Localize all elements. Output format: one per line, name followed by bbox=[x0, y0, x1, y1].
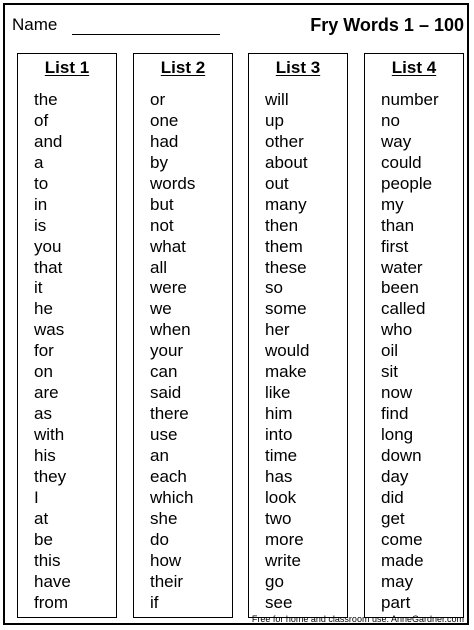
word-item: can bbox=[150, 362, 178, 382]
word-item: many bbox=[265, 194, 307, 214]
word-item: that bbox=[34, 257, 63, 277]
word-item: called bbox=[381, 299, 426, 319]
word-item: number bbox=[381, 90, 439, 109]
word-item: will bbox=[265, 90, 289, 109]
word-item: about bbox=[265, 152, 308, 172]
word-item: in bbox=[34, 194, 48, 214]
word-item: write bbox=[265, 550, 301, 570]
word-item: oil bbox=[381, 341, 399, 361]
list-heading: List 4 bbox=[391, 58, 437, 77]
word-item: what bbox=[150, 236, 186, 256]
word-item: out bbox=[265, 173, 289, 193]
list-heading: List 1 bbox=[44, 58, 90, 77]
word-item: water bbox=[381, 257, 423, 277]
word-item: go bbox=[265, 571, 284, 591]
word-item: there bbox=[150, 404, 189, 424]
word-item: from bbox=[34, 592, 68, 612]
word-item: look bbox=[265, 487, 297, 507]
word-item: were bbox=[150, 278, 187, 298]
list-column-3 bbox=[248, 53, 348, 618]
word-item: make bbox=[265, 362, 307, 382]
word-item: may bbox=[381, 571, 414, 591]
word-item: I bbox=[34, 487, 39, 507]
word-item: or bbox=[150, 90, 166, 109]
word-item: the bbox=[34, 90, 58, 109]
word-item: long bbox=[381, 425, 414, 444]
list-heading: List 3 bbox=[275, 58, 321, 77]
word-item: are bbox=[34, 383, 59, 403]
word-item: with bbox=[34, 425, 65, 444]
list-column-4 bbox=[364, 53, 464, 618]
word-item: it bbox=[34, 278, 43, 298]
word-item: their bbox=[150, 571, 184, 591]
word-item: sit bbox=[381, 362, 398, 382]
word-item: use bbox=[150, 425, 178, 444]
word-item: words bbox=[150, 173, 196, 193]
word-item: time bbox=[265, 445, 298, 465]
word-item: to bbox=[34, 173, 49, 193]
word-list bbox=[34, 90, 71, 613]
word-item: part bbox=[381, 592, 411, 612]
word-item: do bbox=[150, 529, 169, 549]
word-item: when bbox=[150, 320, 191, 340]
word-item: could bbox=[381, 152, 422, 172]
worksheet-title: Fry Words 1 – 100 bbox=[310, 15, 464, 35]
word-item: on bbox=[34, 362, 53, 382]
word-item: up bbox=[265, 110, 284, 130]
word-item: she bbox=[150, 508, 178, 528]
word-item: people bbox=[381, 173, 433, 193]
word-item: which bbox=[150, 487, 194, 507]
word-list bbox=[150, 90, 195, 613]
word-item: was bbox=[34, 320, 65, 340]
word-item: than bbox=[381, 215, 415, 235]
word-item: then bbox=[265, 215, 299, 235]
word-item: two bbox=[265, 508, 292, 528]
word-item: this bbox=[34, 550, 61, 570]
word-item: not bbox=[150, 215, 174, 235]
word-item: but bbox=[150, 194, 174, 214]
word-item: him bbox=[265, 404, 293, 424]
word-item: he bbox=[34, 299, 53, 319]
word-item: if bbox=[150, 592, 159, 612]
word-item: come bbox=[381, 529, 423, 549]
word-item: get bbox=[381, 508, 405, 528]
word-item: at bbox=[34, 508, 49, 528]
word-item: no bbox=[381, 110, 400, 130]
worksheet-header bbox=[12, 14, 464, 40]
word-item: did bbox=[381, 487, 404, 507]
word-item: is bbox=[34, 215, 47, 235]
word-item: we bbox=[150, 299, 172, 319]
word-item: see bbox=[265, 592, 293, 612]
word-item: has bbox=[265, 466, 293, 486]
list-column-2 bbox=[133, 53, 233, 618]
footer-credit: Free for home and classroom use. AnneGardner.com bbox=[251, 614, 464, 624]
word-item: them bbox=[265, 236, 303, 256]
word-item: they bbox=[34, 466, 67, 486]
word-list bbox=[381, 90, 439, 613]
word-item: all bbox=[150, 257, 168, 277]
word-item: been bbox=[381, 278, 419, 298]
word-item: your bbox=[150, 341, 184, 361]
word-item: said bbox=[150, 383, 182, 403]
word-item: would bbox=[265, 341, 310, 361]
list-heading: List 2 bbox=[160, 58, 206, 77]
word-item: a bbox=[34, 152, 44, 172]
word-item: who bbox=[381, 320, 413, 340]
word-item: one bbox=[150, 110, 179, 130]
word-item: these bbox=[265, 257, 307, 277]
word-item: down bbox=[381, 445, 422, 465]
word-item: be bbox=[34, 529, 53, 549]
word-item: my bbox=[381, 194, 404, 214]
word-item: by bbox=[150, 152, 168, 172]
word-item: each bbox=[150, 466, 187, 486]
word-item: made bbox=[381, 550, 424, 570]
word-item: first bbox=[381, 236, 409, 256]
name-blank-line bbox=[72, 34, 220, 35]
word-item: so bbox=[265, 278, 283, 298]
word-item: more bbox=[265, 529, 304, 549]
word-item: day bbox=[381, 466, 409, 486]
word-item: of bbox=[34, 110, 49, 130]
word-item: an bbox=[150, 445, 169, 465]
word-item: find bbox=[381, 404, 409, 424]
word-item: her bbox=[265, 320, 290, 340]
word-item: you bbox=[34, 236, 62, 256]
word-item: some bbox=[265, 299, 307, 319]
word-item: his bbox=[34, 445, 56, 465]
list-column-1 bbox=[17, 53, 117, 618]
word-item: and bbox=[34, 131, 63, 151]
word-list bbox=[265, 90, 309, 613]
word-item: other bbox=[265, 131, 304, 151]
word-item: have bbox=[34, 571, 71, 591]
word-item: for bbox=[34, 341, 54, 361]
word-item: way bbox=[381, 131, 412, 151]
word-item: how bbox=[150, 550, 182, 570]
word-item: had bbox=[150, 131, 179, 151]
word-item: like bbox=[265, 383, 291, 403]
name-label: Name bbox=[12, 15, 58, 34]
word-item: now bbox=[381, 383, 413, 403]
word-item: as bbox=[34, 404, 52, 424]
word-item: into bbox=[265, 425, 293, 444]
